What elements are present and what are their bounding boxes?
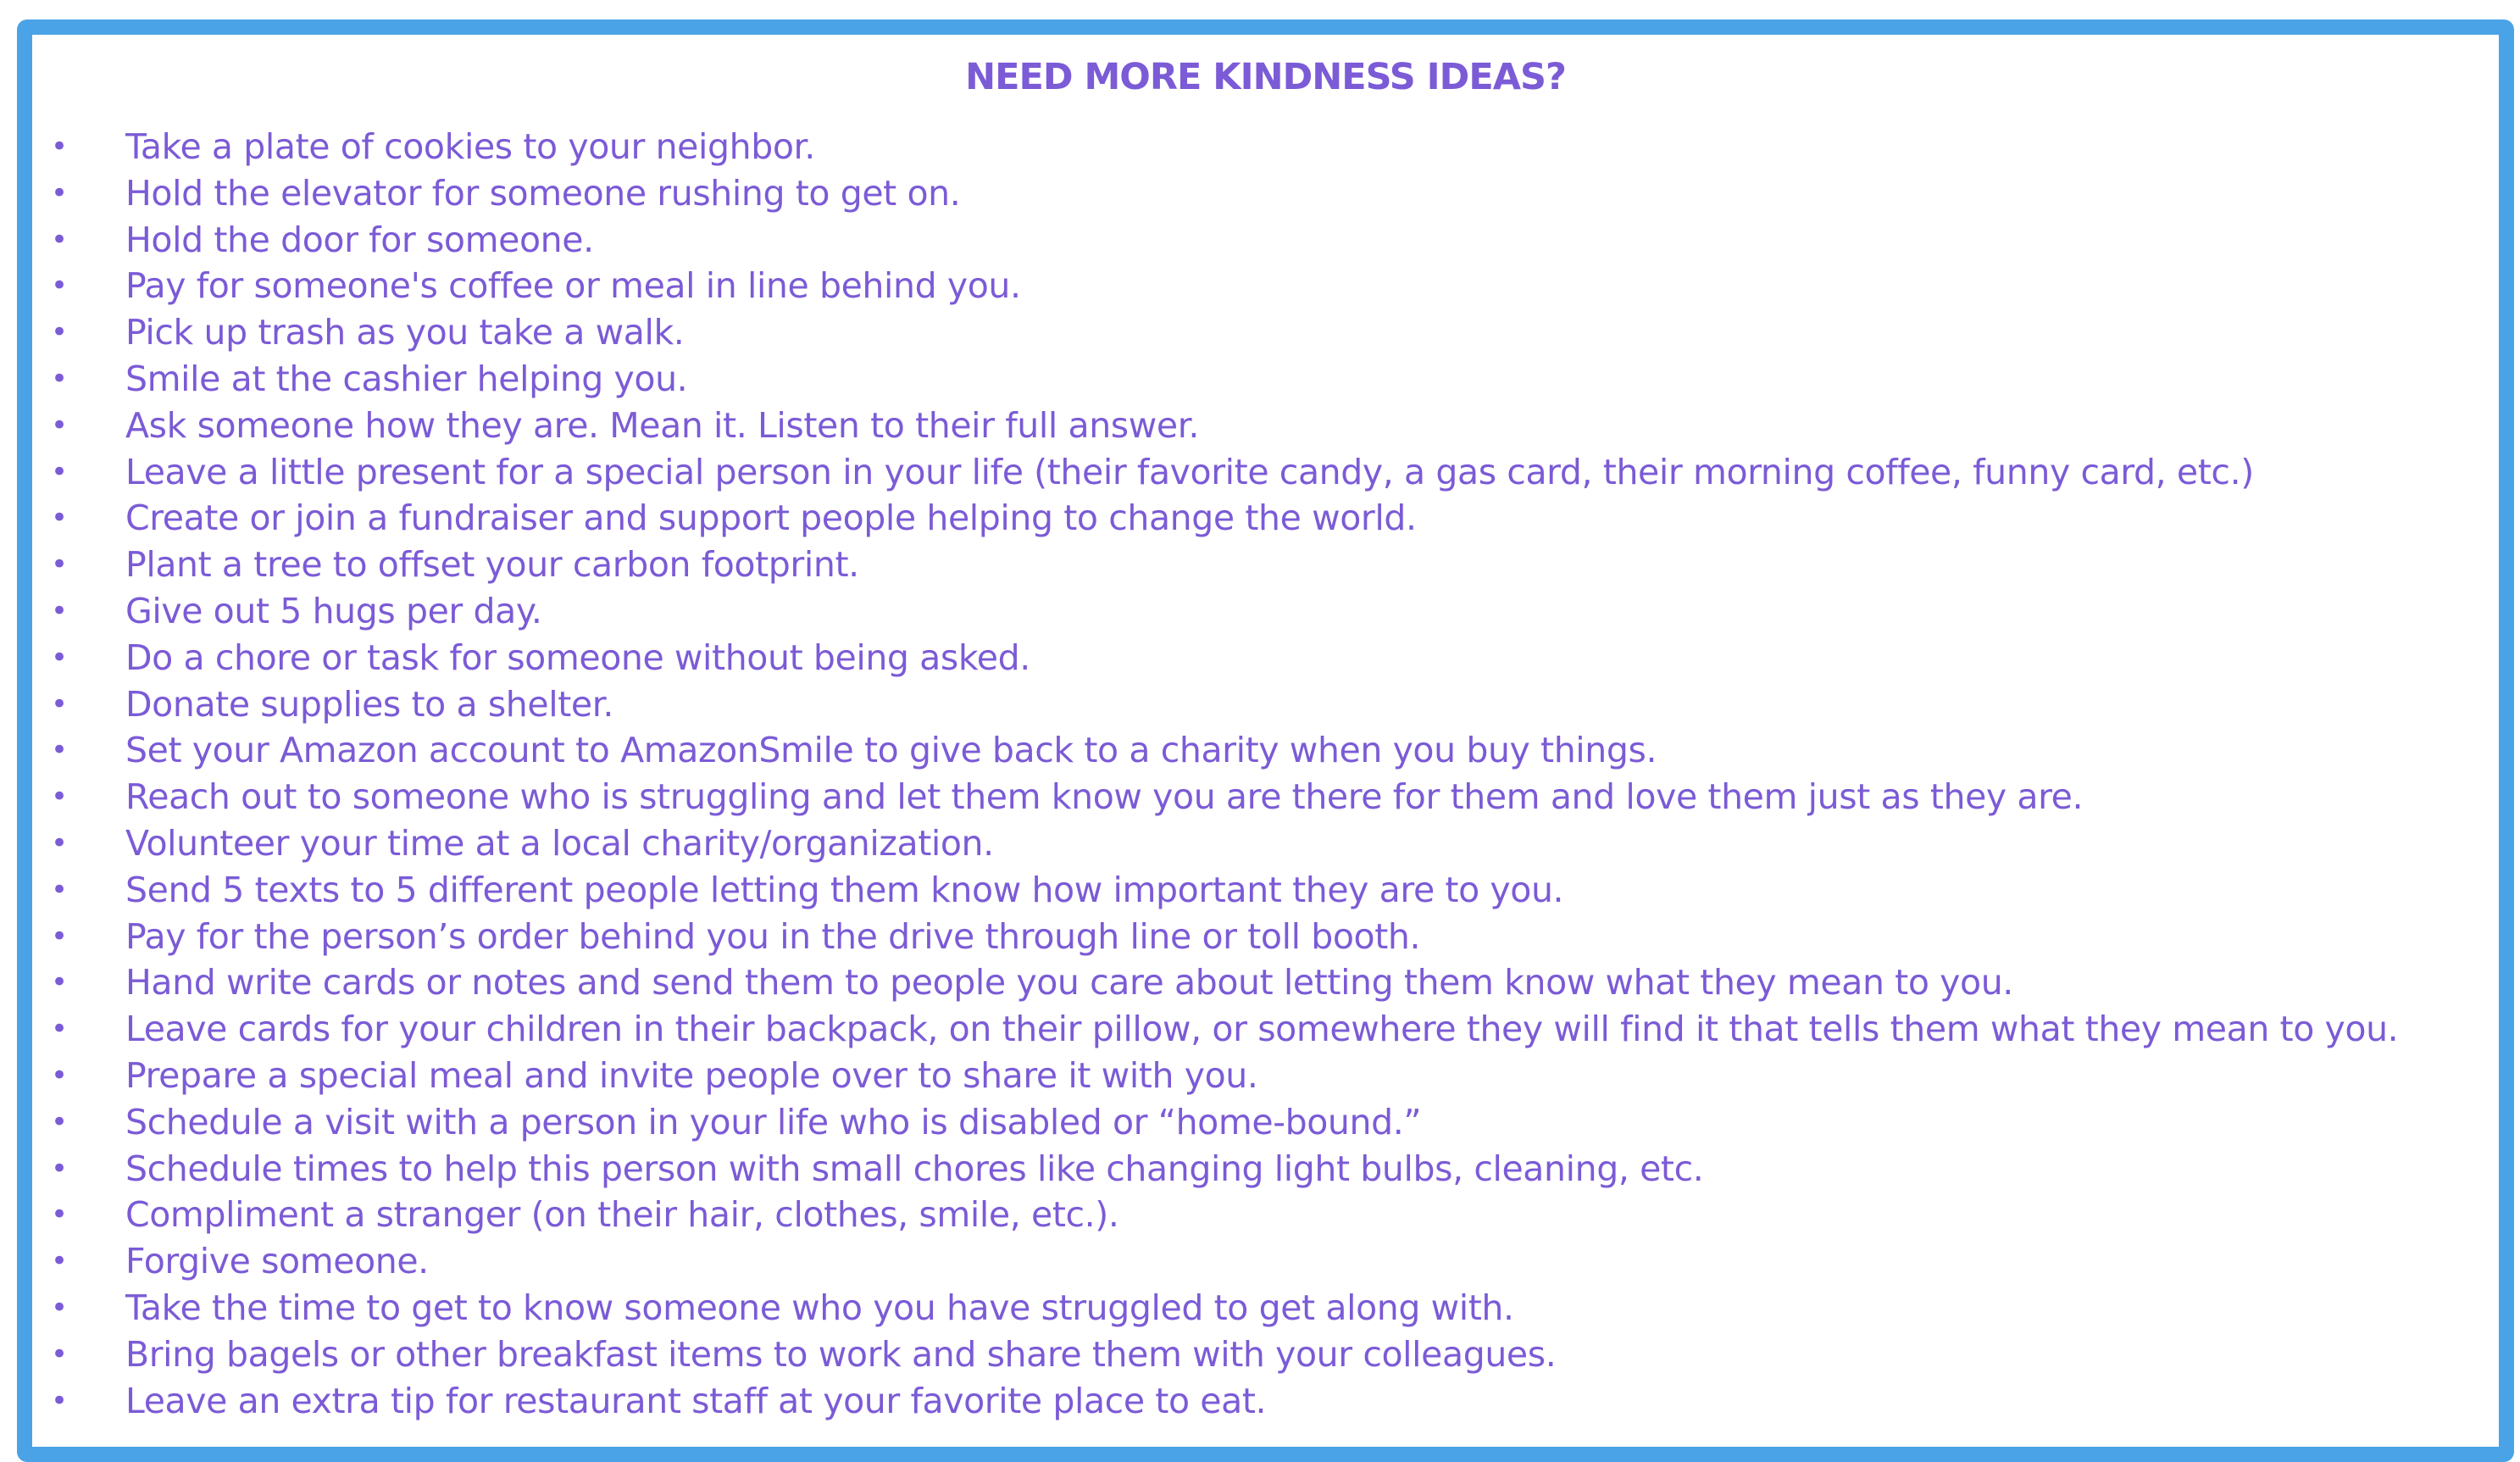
bullet-icon: • <box>51 501 69 536</box>
bullet-icon: • <box>51 733 69 768</box>
bullet-icon: • <box>51 175 69 210</box>
kindness-idea-text: Pay for the person’s order behind you in the drive through line or toll booth. <box>125 915 1421 957</box>
bullet-icon: • <box>51 130 69 164</box>
bullet-icon: • <box>51 1198 69 1232</box>
bullet-icon: • <box>51 780 69 814</box>
kindness-idea-text: Ask someone how they are. Mean it. Listen to their full answer. <box>125 404 1200 446</box>
kindness-idea-text: Set your Amazon account to AmazonSmile to give back to a charity when you buy things. <box>125 730 1657 771</box>
kindness-idea-text: Hand write cards or notes and send them to people you care about letting them know what they mean to you. <box>125 962 2013 1003</box>
bullet-icon: • <box>51 919 69 953</box>
kindness-idea-text: Hold the door for someone. <box>125 219 594 260</box>
bullet-icon: • <box>51 1337 69 1371</box>
kindness-idea-text: Create or join a fundraiser and support people helping to change the world. <box>125 498 1417 539</box>
bullet-icon: • <box>51 640 69 675</box>
kindness-idea-text: Donate supplies to a shelter. <box>125 683 614 725</box>
kindness-idea-text: Take a plate of cookies to your neighbor. <box>125 126 815 167</box>
bullet-icon: • <box>51 361 69 396</box>
bullet-icon: • <box>51 965 69 1000</box>
kindness-idea-text: Schedule a visit with a person in your life who is disabled or “home-bound.” <box>125 1101 1422 1142</box>
bullet-icon: • <box>51 269 69 303</box>
bullet-icon: • <box>51 1383 69 1418</box>
bullet-icon: • <box>51 408 69 442</box>
kindness-idea-text: Forgive someone. <box>125 1241 429 1282</box>
bullet-icon: • <box>51 1244 69 1279</box>
kindness-idea-text: Bring bagels or other breakfast items to work and share them with your colleagues. <box>125 1333 1557 1375</box>
kindness-idea-text: Send 5 texts to 5 different people letting them know how important they are to you. <box>125 869 1564 910</box>
bullet-icon: • <box>51 548 69 582</box>
bullet-icon: • <box>51 1104 69 1139</box>
page-title: NEED MORE KINDNESS IDEAS? <box>965 56 1566 98</box>
bullet-icon: • <box>51 454 69 489</box>
bullet-icon: • <box>51 872 69 907</box>
kindness-idea-text: Schedule times to help this person with small chores like changing light bulbs, cleaning, etc. <box>125 1148 1704 1189</box>
kindness-idea-text: Give out 5 hugs per day. <box>125 590 542 631</box>
kindness-idea-text: Pay for someone's coffee or meal in line behind you. <box>125 265 1021 307</box>
bullet-icon: • <box>51 1290 69 1325</box>
bullet-icon: • <box>51 687 69 721</box>
kindness-idea-text: Smile at the cashier helping you. <box>125 358 688 399</box>
bullet-icon: • <box>51 315 69 350</box>
bullet-icon: • <box>51 1058 69 1092</box>
kindness-idea-text: Do a chore or task for someone without being asked. <box>125 636 1030 678</box>
kindness-idea-text: Pick up trash as you take a walk. <box>125 312 685 353</box>
kindness-ideas-box <box>17 19 2514 1462</box>
kindness-idea-text: Compliment a stranger (on their hair, clothes, smile, etc.). <box>125 1194 1119 1236</box>
kindness-idea-text: Leave cards for your children in their backpack, on their pillow, or somewhere they will find it that tells them what they mean to you. <box>125 1009 2399 1050</box>
bullet-icon: • <box>51 1151 69 1186</box>
kindness-idea-text: Reach out to someone who is struggling and let them know you are there for them and love them just as they are. <box>125 776 2084 818</box>
kindness-idea-text: Hold the elevator for someone rushing to get on. <box>125 172 961 214</box>
bullet-icon: • <box>51 1012 69 1047</box>
kindness-idea-text: Leave a little present for a special person in your life (their favorite candy, a gas card, their morning coffee, funny card, etc.) <box>125 451 2254 492</box>
bullet-icon: • <box>51 222 69 257</box>
kindness-idea-text: Prepare a special meal and invite people over to share it with you. <box>125 1054 1258 1096</box>
bullet-icon: • <box>51 593 69 628</box>
kindness-idea-text: Leave an extra tip for restaurant staff at your favorite place to eat. <box>125 1380 1267 1421</box>
bullet-icon: • <box>51 826 69 860</box>
kindness-idea-text: Take the time to get to know someone who you have struggled to get along with. <box>125 1287 1514 1328</box>
kindness-idea-text: Volunteer your time at a local charity/organization. <box>125 822 994 864</box>
kindness-idea-text: Plant a tree to offset your carbon footprint. <box>125 544 859 586</box>
